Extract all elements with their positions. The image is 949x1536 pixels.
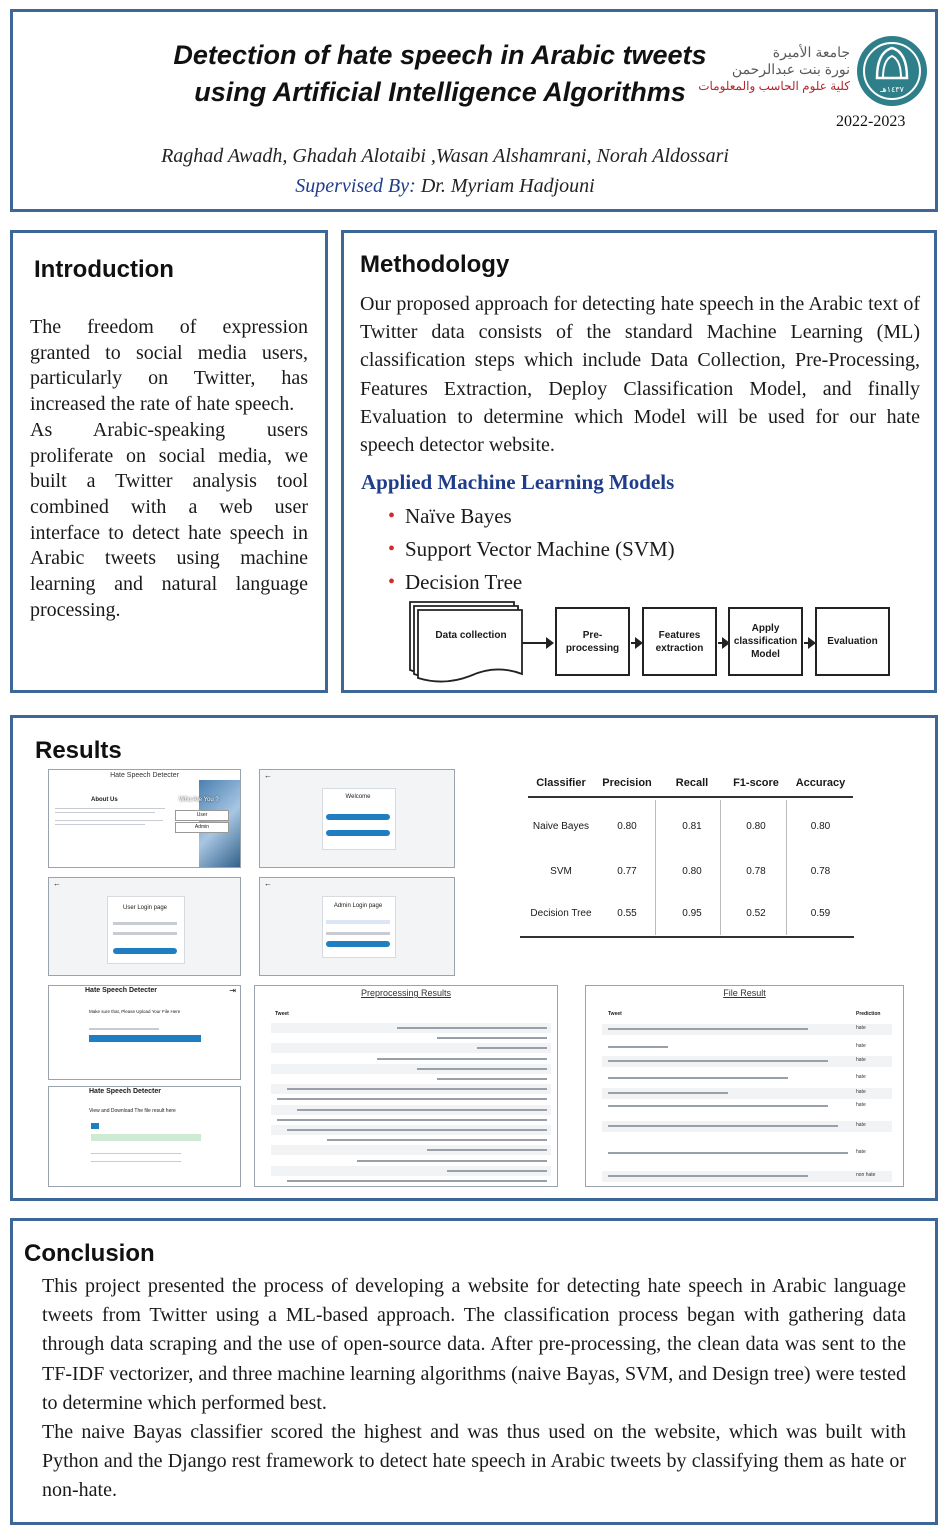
flow-step-evaluation: Evaluation — [815, 607, 890, 676]
prediction-label: hate — [856, 1122, 866, 1128]
conclusion-para2: The naive Bayas classifier scored the highest and was thus used on the website, which was built with Python and the Django rest framework to detect hate speech in Arabic tweets by classifying them as hate or non-hate. — [42, 1421, 906, 1502]
methodology-text: Our proposed approach for detecting hate speech in the Arabic text of Twitter data consists of the standard Machine Learning (ML) classification steps which include Data Collection, Pre-Processing, Features Extraction, Deploy Classification Model, and finally Evaluation to determine which Model will be used for our hate speech detector website. — [360, 293, 920, 457]
text-placeholder — [55, 808, 165, 809]
models-list — [405, 500, 675, 599]
back-arrow-icon[interactable]: ← — [264, 771, 272, 780]
result-table-row — [91, 1161, 181, 1162]
table-row — [528, 892, 853, 934]
file-result-row — [602, 1148, 892, 1159]
results-table — [528, 764, 853, 934]
preprocessing-row — [271, 1125, 551, 1135]
preprocessing-row — [271, 1115, 551, 1125]
file-result-tweet-col: Tweet — [608, 1011, 622, 1017]
text-placeholder — [608, 1060, 828, 1062]
flow-step-data-collection: Data collection — [435, 630, 507, 641]
download-button[interactable] — [91, 1123, 99, 1129]
model-item: • Naïve Bayes — [405, 500, 675, 533]
home-admin-button[interactable]: Admin — [175, 822, 229, 833]
prediction-label: hate — [856, 1149, 866, 1155]
screenshot-welcome — [259, 769, 455, 868]
file-result-row — [602, 1024, 892, 1035]
models-heading: Applied Machine Learning Models — [361, 470, 675, 494]
results-heading: Results — [35, 737, 122, 764]
cell: SVM — [550, 865, 572, 877]
year: 2022-2023 — [836, 113, 906, 130]
header-classifier: Classifier — [536, 777, 586, 789]
text-placeholder — [608, 1152, 848, 1154]
cell: 0.80 — [746, 820, 766, 832]
results-table-col-divider — [655, 800, 656, 935]
input-placeholder[interactable] — [326, 932, 390, 935]
preprocessing-row — [271, 1054, 551, 1064]
supervisor — [60, 175, 830, 198]
user-login-button[interactable] — [113, 948, 177, 954]
preprocessing-row — [271, 1094, 551, 1104]
admin-login-button[interactable] — [326, 941, 390, 947]
file-result-row — [602, 1121, 892, 1132]
input-placeholder[interactable] — [113, 922, 177, 925]
text-placeholder — [287, 1088, 547, 1090]
text-placeholder — [287, 1129, 547, 1131]
screenshot-download — [48, 1086, 241, 1187]
home-who: Who Are You ? — [179, 797, 219, 803]
text-placeholder — [608, 1175, 808, 1177]
prediction-label: hate — [856, 1025, 866, 1031]
back-arrow-icon[interactable]: ← — [264, 879, 272, 888]
model-item: • Decision Tree — [405, 566, 675, 599]
prediction-label: hate — [856, 1057, 866, 1063]
screenshot-home — [48, 769, 241, 868]
screenshot-upload — [48, 985, 241, 1080]
university-line2: نورة بنت عبدالرحمن — [731, 61, 850, 77]
results-table-header — [528, 764, 853, 802]
text-placeholder — [327, 1139, 547, 1141]
text-placeholder — [277, 1098, 547, 1100]
screenshot-preprocessing — [254, 985, 558, 1187]
methodology-heading: Methodology — [360, 251, 510, 278]
home-about: About Us — [91, 797, 118, 803]
table-row — [528, 802, 853, 850]
preprocessing-row — [271, 1084, 551, 1094]
cell: 0.80 — [682, 865, 702, 877]
prediction-label: hate — [856, 1102, 866, 1108]
text-placeholder — [608, 1105, 828, 1107]
preprocessing-row — [271, 1043, 551, 1053]
cell: 0.81 — [682, 820, 702, 832]
introduction-para1: The freedom of expression granted to social media users, particularly on Twitter, has increased the rate of hate speech. — [30, 316, 308, 416]
header-recall: Recall — [675, 777, 709, 789]
flow-arrow — [522, 642, 548, 644]
preprocessing-row — [271, 1064, 551, 1074]
prediction-label: hate — [856, 1074, 866, 1080]
preprocessing-row — [271, 1166, 551, 1176]
prediction-label: non hate — [856, 1172, 876, 1178]
table-row — [528, 850, 853, 892]
conclusion-text — [42, 1272, 906, 1506]
screenshot-admin-login — [259, 877, 455, 976]
file-result-prediction-col: Prediction — [856, 1011, 881, 1017]
text-placeholder — [608, 1092, 728, 1094]
supervisor-label: Supervised By: — [295, 175, 416, 197]
file-result-row — [602, 1042, 892, 1053]
text-placeholder — [437, 1037, 547, 1039]
flow-step-features: Features extraction — [642, 607, 717, 676]
file-input[interactable] — [89, 1028, 159, 1030]
cell: 0.80 — [617, 820, 637, 832]
cell: Naive Bayes — [532, 820, 590, 832]
file-result-row — [602, 1101, 892, 1112]
preprocessing-row — [271, 1156, 551, 1166]
download-title: Hate Speech Detecter — [89, 1088, 161, 1095]
cell: 0.77 — [617, 865, 637, 877]
poster-title-line1: Detection of hate speech in Arabic tweets — [173, 40, 707, 70]
preprocessing-row — [271, 1033, 551, 1043]
success-alert — [91, 1134, 201, 1141]
preprocessing-row — [271, 1135, 551, 1145]
conclusion-para1: This project presented the process of developing a website for detecting hate speech in Arabic language tweets from Twitter using a ML-based approach. The classification process began with gathering data through data scraping and the use of open-source data. After pre-processing, the clean data was sent to the TF-IDF vectorizer, and three machine learning algorithms (naive Bayas, SVM, and Design tree) were tested to determine which performed best. — [42, 1275, 906, 1414]
back-arrow-icon[interactable]: ← — [53, 879, 61, 888]
text-placeholder — [55, 824, 145, 825]
text-placeholder — [377, 1058, 547, 1060]
text-placeholder — [55, 812, 155, 813]
results-table-col-divider — [786, 800, 787, 935]
upload-text: Make sure that, Please Upload Your File Here — [89, 1009, 181, 1014]
text-placeholder — [55, 820, 163, 821]
flow-arrow — [631, 642, 637, 644]
file-result-row — [602, 1056, 892, 1067]
admin-login-title: Admin Login page — [333, 903, 383, 909]
cell: 0.78 — [746, 865, 766, 877]
preprocessing-row — [271, 1023, 551, 1033]
preprocessing-row — [271, 1105, 551, 1115]
cell: 0.95 — [682, 907, 702, 919]
screenshot-file-result — [585, 985, 904, 1187]
preprocessing-tweet-col: Tweet — [275, 1011, 289, 1017]
screenshot-user-login — [48, 877, 241, 976]
logo-year-text: ١٤٣٧هـ — [880, 85, 904, 94]
flow-step-classification: Apply classification Model — [728, 607, 803, 676]
text-placeholder — [608, 1077, 788, 1079]
prediction-label: hate — [856, 1043, 866, 1049]
result-table-row — [91, 1153, 181, 1154]
document-stack-shape — [406, 596, 526, 686]
preprocessing-title: Preprocessing Results — [360, 988, 452, 998]
header-precision: Precision — [602, 777, 652, 789]
results-table-col-divider — [720, 800, 721, 935]
text-placeholder — [287, 1180, 547, 1182]
upload-submit-button[interactable] — [89, 1035, 201, 1042]
cell: Decision Tree — [530, 907, 592, 919]
upload-title: Hate Speech Detecter — [85, 987, 157, 994]
text-placeholder — [397, 1027, 547, 1029]
authors: Raghad Awadh, Ghadah Alotaibi ,Wasan Alshamrani, Norah Aldossari — [161, 145, 729, 167]
text-placeholder — [427, 1149, 547, 1151]
text-placeholder — [608, 1046, 668, 1048]
text-placeholder — [447, 1170, 547, 1172]
university-name — [684, 44, 850, 95]
download-text: View and Download The file result here — [89, 1108, 176, 1114]
welcome-user-button[interactable] — [326, 814, 390, 820]
user-login-title: User Login page — [122, 905, 168, 911]
poster-title-line2: using Artificial Intelligence Algorithms — [194, 77, 686, 107]
file-result-title: File Result — [723, 988, 766, 998]
home-title: Hate Speech Detecter — [110, 772, 179, 779]
text-placeholder — [477, 1047, 547, 1049]
text-placeholder — [437, 1078, 547, 1080]
home-user-button[interactable]: User — [175, 810, 229, 821]
university-logo — [855, 34, 929, 108]
preprocessing-row — [271, 1176, 551, 1186]
text-placeholder — [608, 1028, 808, 1030]
results-table-bottom-rule — [520, 936, 854, 938]
text-placeholder — [277, 1119, 547, 1121]
prediction-label: hate — [856, 1089, 866, 1095]
cell: 0.52 — [746, 907, 766, 919]
welcome-title: Welcome — [345, 794, 371, 800]
preprocessing-row — [271, 1074, 551, 1084]
text-placeholder — [357, 1160, 547, 1162]
input-placeholder[interactable] — [113, 932, 177, 935]
cell: 0.78 — [810, 865, 831, 877]
flow-arrow — [718, 642, 724, 644]
text-placeholder — [297, 1109, 547, 1111]
file-result-row — [602, 1171, 892, 1182]
introduction-text — [30, 315, 308, 623]
model-item: • Support Vector Machine (SVM) — [405, 533, 675, 566]
cell: 0.59 — [810, 907, 831, 919]
flow-arrow — [804, 642, 810, 644]
header-f1: F1-score — [733, 777, 779, 789]
flow-step-preprocessing: Pre-processing — [555, 607, 630, 676]
file-result-row — [602, 1073, 892, 1084]
introduction-heading: Introduction — [34, 256, 174, 283]
university-line1: جامعة الأميرة — [772, 44, 850, 60]
text-placeholder — [608, 1125, 838, 1127]
supervisor-name: Dr. Myriam Hadjouni — [420, 175, 595, 197]
header-accuracy: Accuracy — [795, 777, 846, 789]
file-result-row — [602, 1088, 892, 1099]
college-name: كلية علوم الحاسب والمعلومات — [698, 79, 850, 93]
cell: 0.55 — [617, 907, 637, 919]
welcome-admin-button[interactable] — [326, 830, 390, 836]
input-placeholder[interactable] — [326, 920, 390, 924]
conclusion-heading: Conclusion — [24, 1240, 155, 1267]
preprocessing-row — [271, 1145, 551, 1155]
logout-icon[interactable]: ⇥ — [229, 986, 236, 995]
cell: 0.80 — [810, 820, 831, 832]
text-placeholder — [417, 1068, 547, 1070]
introduction-para2: As Arabic-speaking users proliferate on social media, we built a Twitter analysis tool combined with a web user interface to detect hate speech in Arabic tweets using machine learning and natural language processing. — [30, 418, 308, 621]
